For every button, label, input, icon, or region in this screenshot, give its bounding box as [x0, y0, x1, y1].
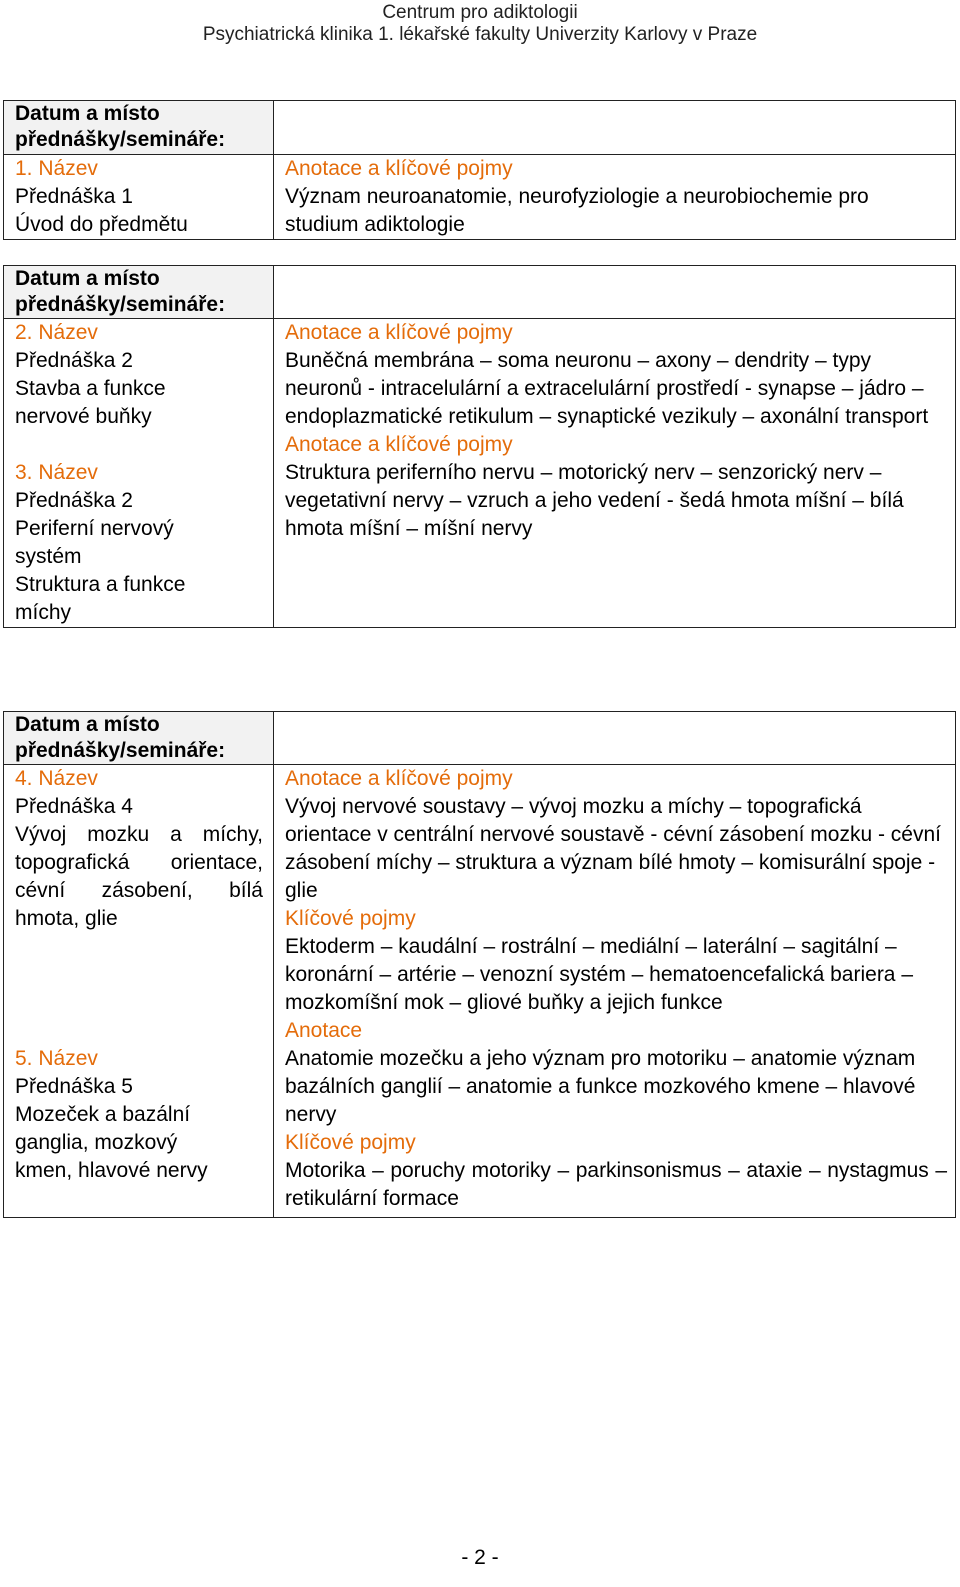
lecture-4-keywords-text: Ektoderm – kaudální – rostrální – mediální – laterální – sagitální – koronární – artérie – venozní systém – hematoencefalická bariera – mozkomíšní mok – gliové buňky a jejich funkce	[285, 935, 914, 1014]
datum-label-line2: přednášky/semináře:	[15, 128, 226, 151]
datum-label-line1: Datum a místo	[15, 102, 160, 125]
lecture-1-text: Význam neuroanatomie, neurofyziologie a neurobiochemie pro studium adiktologie	[285, 185, 869, 236]
lecture-2-title-line: Stavba a funkce	[15, 377, 166, 400]
datum-label-line2: přednášky/semináře:	[15, 739, 226, 762]
lecture-2-heading: Anotace a klíčové pojmy	[285, 321, 513, 344]
lecture-5-keywords-text: Motorika – poruchy motoriky – parkinsonismus – ataxie – nystagmus – retikulární formace	[285, 1159, 947, 1210]
lecture-2-title-line: nervové buňky	[15, 405, 152, 428]
lecture-4-title-line: Přednáška 4	[15, 795, 133, 818]
lecture-4-num: 4. Název	[15, 767, 98, 790]
datum-value-cell	[274, 101, 956, 155]
page-number: - 2 -	[461, 1546, 499, 1569]
lecture-4-title-body: Vývoj mozku a míchy, topografická orientace, cévní zásobení, bílá hmota, glie	[15, 823, 263, 930]
lecture-4-5-title-cell	[4, 765, 274, 1218]
header-faculty: Psychiatrická klinika 1. lékařské fakulty Univerzity Karlovy v Praze	[202, 24, 758, 45]
lecture-3-title-line: míchy	[15, 601, 72, 624]
lecture-4-keywords-heading: Klíčové pojmy	[285, 907, 416, 930]
lecture-3-title-line: Periferní nervový	[15, 517, 174, 540]
lecture-5-text: Anatomie mozečku a jeho význam pro motoriku – anatomie význam bazálních ganglií – anatomie a funkce mozkového kmene – hlavové nervy	[285, 1047, 916, 1126]
lecture-1-num: 1. Název	[15, 157, 98, 180]
lecture-5-title-line: Přednáška 5	[15, 1075, 133, 1098]
lecture-5-keywords-heading: Klíčové pojmy	[285, 1131, 416, 1154]
datum-value-cell	[274, 266, 956, 319]
lecture-1-title-cell	[4, 155, 274, 240]
lecture-5-title-line: ganglia, mozkový	[15, 1131, 178, 1154]
lecture-1-heading: Anotace a klíčové pojmy	[285, 157, 513, 180]
lecture-4-5-annotation-cell	[274, 765, 956, 1218]
lecture-2-3-title-cell	[4, 319, 274, 628]
lecture-5-title-line: Mozeček a bazální	[15, 1103, 191, 1126]
lecture-3-title-line: Přednáška 2	[15, 489, 133, 512]
datum-label-cell	[4, 101, 274, 155]
lecture-table-2	[3, 265, 956, 628]
header-institution: Centrum pro adiktologii	[382, 2, 578, 23]
datum-label-line1: Datum a místo	[15, 267, 160, 290]
lecture-2-3-annotation-cell	[274, 319, 956, 628]
lecture-5-heading: Anotace	[285, 1019, 363, 1042]
datum-label-cell	[4, 266, 274, 319]
lecture-1-title-line: Přednáška 1	[15, 185, 133, 208]
datum-label-cell	[4, 712, 274, 765]
lecture-3-title-line: Struktura a funkce	[15, 573, 186, 596]
lecture-2-num: 2. Název	[15, 321, 98, 344]
datum-label-line1: Datum a místo	[15, 713, 160, 736]
lecture-2-title-line: Přednáška 2	[15, 349, 133, 372]
lecture-5-num: 5. Název	[15, 1047, 98, 1070]
lecture-4-heading: Anotace a klíčové pojmy	[285, 767, 513, 790]
datum-label-line2: přednášky/semináře:	[15, 293, 226, 316]
lecture-3-num: 3. Název	[15, 461, 98, 484]
lecture-3-text: Struktura periferního nervu – motorický nerv – senzorický nerv – vegetativní nervy – vzruch a jeho vedení - šedá hmota míšní – bílá hmota míšní – míšní nervy	[285, 461, 904, 540]
lecture-2-text: Buněčná membrána – soma neuronu – axony – dendrity – typy neuronů - intracelulární a extracelulární prostředí - synapse – jádro – endoplazmatické retikulum – synaptické vezikuly – axonální transport	[285, 349, 929, 428]
lecture-1-annotation-cell	[274, 155, 956, 240]
lecture-table-3	[3, 711, 956, 1218]
spacer	[15, 431, 263, 459]
lecture-1-title-line: Úvod do předmětu	[15, 213, 188, 236]
lecture-table-1	[3, 100, 956, 240]
lecture-5-title-line: kmen, hlavové nervy	[15, 1159, 208, 1182]
lecture-4-text: Vývoj nervové soustavy – vývoj mozku a míchy – topografická orientace v centrální nervové soustavě - cévní zásobení mozku - cévní zásobení míchy – struktura a význam bílé hmoty – komisurální spoje - glie	[285, 795, 941, 902]
datum-value-cell	[274, 712, 956, 765]
lecture-3-heading: Anotace a klíčové pojmy	[285, 433, 513, 456]
lecture-3-title-line: systém	[15, 545, 82, 568]
